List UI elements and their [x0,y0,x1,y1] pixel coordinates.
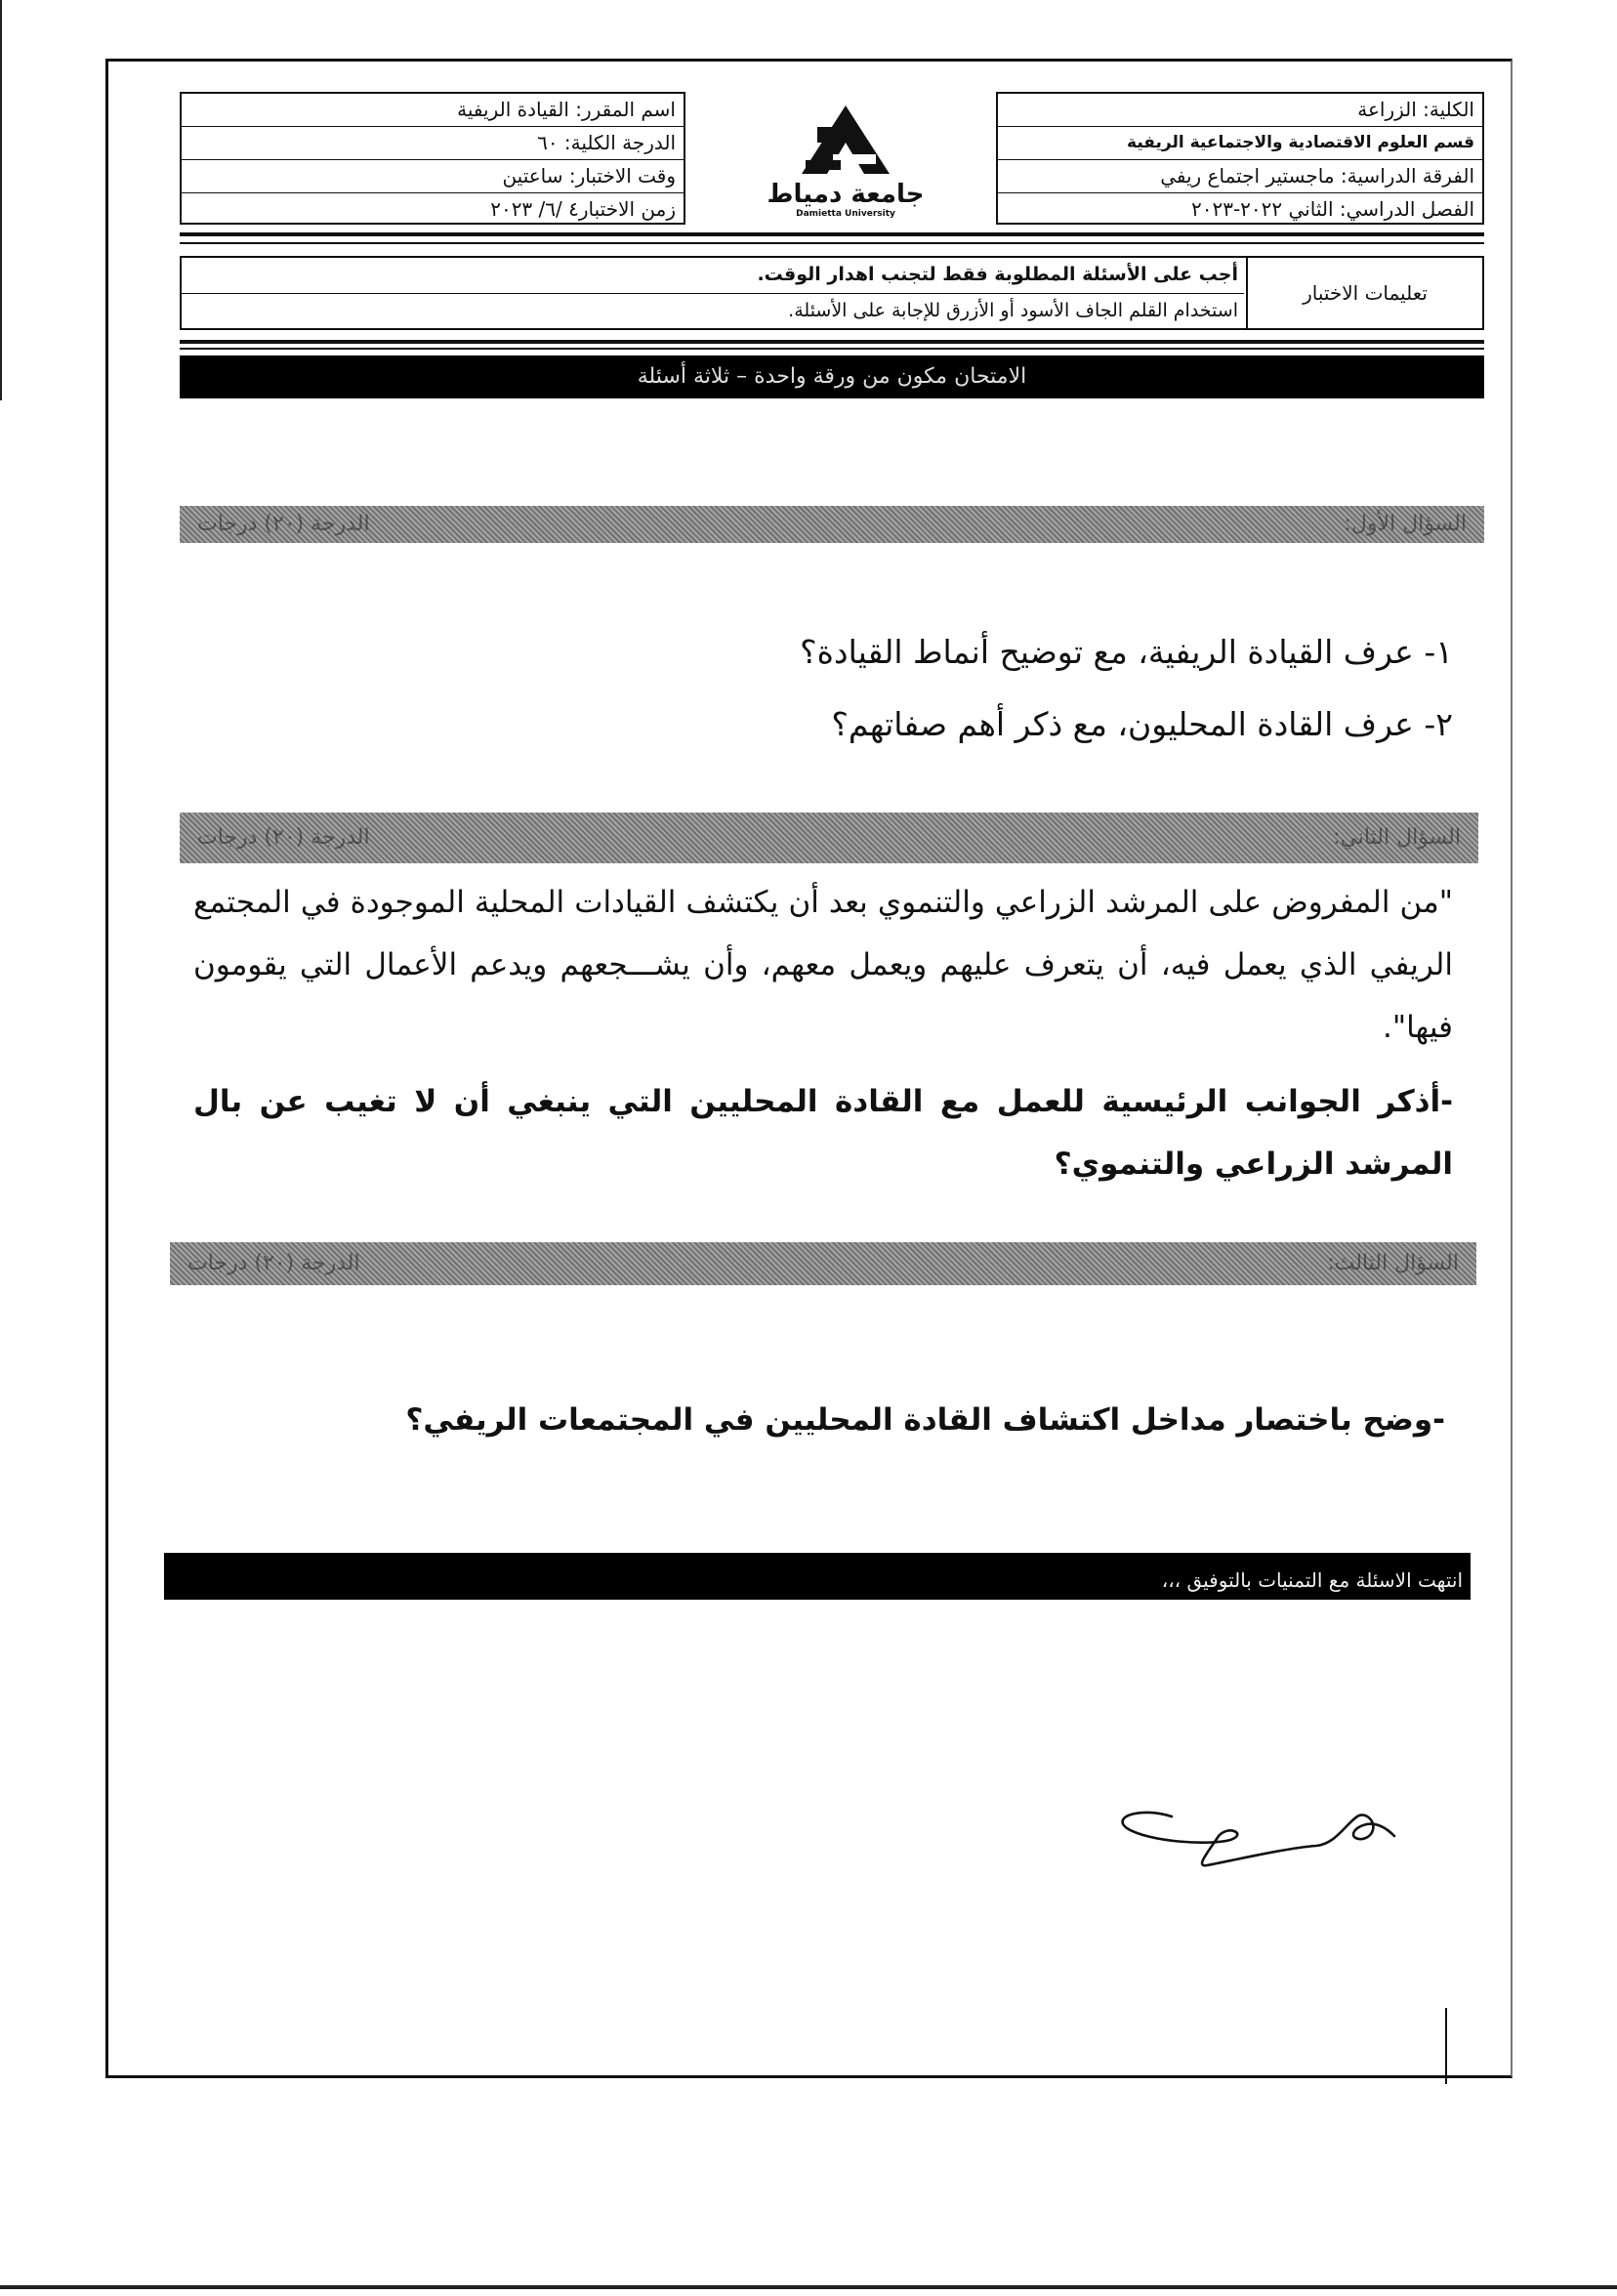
exam-header [180,92,1484,229]
instructions-lines [182,258,1244,328]
q2-question: -أذكر الجوانب الرئيسية للعمل مع القادة المحليين التي ينبغي أن لا تغيب عن بال المرشد الزراعي والتنموي؟ [193,1084,1453,1182]
semester: الفصل الدراسي: الثاني ٢٠٢٢-٢٠٢٣ [1190,197,1474,221]
instructions-box [180,256,1484,330]
exam-duration: وقت الاختبار: ساعتين [182,160,684,193]
q3-question: -وضح باختصار مداخل اكتشاف القادة المحليين في المجتمعات الريفي؟ [405,1402,1445,1438]
q3-header-grade: الدرجة (٢٠) درجات [187,1251,360,1275]
logo-mark-icon [782,98,909,184]
faculty-name: الكلية: الزراعة [998,94,1482,127]
scan-bottom-edge [0,2285,1617,2289]
footer-bar [164,1553,1471,1600]
footer-note: انتهت الاسئلة مع التمنيات بالتوفيق ،،، [1161,1568,1463,1592]
divider-thin [180,242,1484,244]
q1-header-bar [180,506,1484,543]
faculty-info-box [996,92,1484,225]
department-name: قسم العلوم الاقتصادية والاجتماعية الريفية [998,127,1482,160]
q1-item-2: ٢- عرف القادة المحليون، مع ذكر أهم صفاتهم؟ [831,705,1453,743]
signature-icon [1101,1777,1414,1885]
q2-header-bar [180,813,1478,863]
total-grade: الدرجة الكلية: ٦٠ [182,127,684,160]
margin-mark [1445,2008,1447,2084]
divider-thick [180,232,1484,236]
logo-arabic-text: جامعة دمياط [767,180,925,209]
q2-quote: "من المفروض على المرشد الزراعي والتنموي بعد أن يكتشف القيادات المحلية الموجودة في المجتمع الريفي الذي يعمل فيه، أن يتعرف عليهم ويعمل معهم، وأن يشـــجعهم ويدعم الأعمال التي يقومون فيها". [193,885,1453,1045]
instructions-label: تعليمات الاختبار [1246,258,1482,328]
divider-thick-2 [180,340,1484,344]
instruction-line-1: أجب على الأسئلة المطلوبة فقط لتجنب اهدار الوقت. [182,258,1244,294]
university-logo [738,98,953,225]
q3-header-bar [170,1242,1476,1285]
q2-header-title: السؤال الثاني: [1333,825,1461,850]
exam-date: زمن الاختبار٤ /٦/ ٢٠٢٣ [490,197,676,221]
study-level: الفرقة الدراسية: ماجستير اجتماع ريفي [998,160,1482,193]
scan-edge-mark [0,0,2,400]
logo-english-text: Damietta University [796,209,895,219]
divider-thin-2 [180,348,1484,350]
course-name: اسم المقرر: القيادة الريفية [182,94,684,127]
q3-header-title: السؤال الثالث: [1327,1251,1459,1275]
instruction-line-2: استخدام القلم الجاف الأسود أو الأزرق للإجابة على الأسئلة. [788,300,1238,321]
course-info-box [180,92,685,225]
q1-header-grade: الدرجة (٢٠) درجات [197,512,370,536]
q2-header-grade: الدرجة (٢٠) درجات [197,825,370,850]
q1-header-title: السؤال الأول: [1344,512,1467,536]
q1-item-1: ١- عرف القيادة الريفية، مع توضيح أنماط القيادة؟ [800,633,1453,671]
exam-note-bar [180,355,1484,398]
exam-note: الامتحان مكون من ورقة واحدة – ثلاثة أسئلة [637,364,1027,389]
